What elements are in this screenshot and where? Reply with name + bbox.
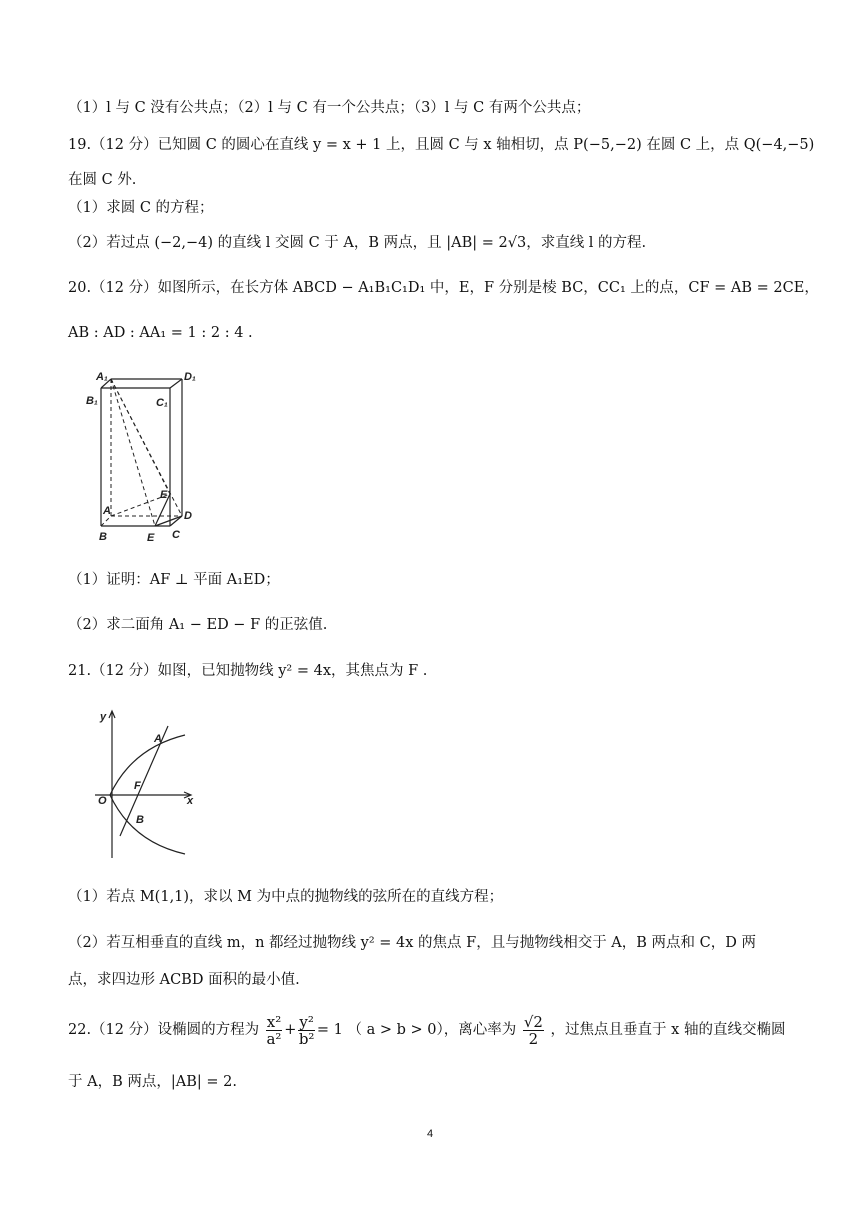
q19-part2: （2）若过点 (−2,−4) 的直线 l 交圆 C 于 A，B 两点，且 |AB| = 2√3，求直线 l 的方程.	[68, 235, 647, 251]
label-D: D	[184, 510, 192, 522]
q22-stem: 22.（12 分）设椭圆的方程为 $\frac{\text{x²}}{\text{a²}}$ + $\frac{\text{y²}}{\text{b²}}$ = 1 （ a > b > 0），离心率为 $\frac{√2}{2}$ ，过焦点且垂直于 x 轴的直线交椭圆	[68, 1012, 786, 1048]
q22-suffix: ，过焦点且垂直于 x 轴的直线交椭圆	[550, 1022, 786, 1038]
label-C1: C₁	[156, 397, 168, 409]
q22-stem-cont: 于 A，B 两点，|AB| = 2.	[68, 1074, 237, 1090]
label-E: E	[147, 532, 155, 544]
q21-part1: （1）若点 M(1,1)，求以 M 为中点的抛物线的弦所在的直线方程；	[68, 889, 504, 905]
q19-part1: （1）求圆 C 的方程；	[68, 200, 214, 216]
q20-part1: （1）证明：AF ⊥ 平面 A₁ED；	[68, 572, 280, 588]
axis-x-label: x	[187, 795, 194, 807]
focus-F-label: F	[134, 780, 141, 792]
q22-middle: （ a > b > 0），离心率为	[347, 1022, 517, 1038]
fraction-x2-a2	[266, 1014, 282, 1047]
q21-part2-cont: 点，求四边形 ACBD 面积的最小值.	[68, 972, 300, 988]
fraction-num: x²	[266, 1012, 282, 1031]
label-A: A	[103, 505, 111, 517]
prism-figure	[84, 368, 204, 546]
point-A-label: A	[154, 733, 162, 745]
label-D1: D₁	[184, 371, 196, 383]
q21-stem: 21.（12 分）如图，已知抛物线 y² = 4x，其焦点为 F .	[68, 663, 428, 679]
point-B-label: B	[136, 814, 144, 826]
fraction-y2-b2	[298, 1014, 315, 1047]
q20-ratio: AB : AD : AA₁ = 1 : 2 : 4 .	[68, 325, 253, 341]
q19-stem: 19.（12 分）已知圆 C 的圆心在直线 y = x + 1 上，且圆 C 与 x 轴相切，点 P(−5,−2) 在圆 C 上，点 Q(−4,−5)	[68, 137, 815, 153]
fraction-num: √2	[523, 1012, 543, 1031]
q19-stem-cont: 在圆 C 外.	[68, 172, 137, 188]
label-B: B	[99, 531, 107, 543]
label-C: C	[172, 529, 180, 541]
q18-cases: （1）l 与 C 没有公共点；（2）l 与 C 有一个公共点；（3）l 与 C 有两个公共点；	[68, 100, 591, 116]
fraction-sqrt2-2	[523, 1014, 544, 1047]
fraction-den: b²	[298, 1029, 315, 1048]
parabola-figure	[92, 706, 204, 862]
fraction-den: a²	[266, 1029, 282, 1048]
equals-one: = 1	[316, 1022, 343, 1038]
q20-stem: 20.（12 分）如图所示，在长方体 ABCD − A₁B₁C₁D₁ 中，E，F 分别是棱 BC，CC₁ 上的点，CF = AB = 2CE，	[68, 280, 819, 296]
q20-part2: （2）求二面角 A₁ − ED − F 的正弦值.	[68, 617, 328, 633]
label-A1: A₁	[96, 371, 108, 383]
q21-part2: （2）若互相垂直的直线 m，n 都经过抛物线 y² = 4x 的焦点 F，且与抛物线相交于 A，B 两点和 C，D 两	[68, 935, 756, 951]
fraction-den: 2	[528, 1029, 539, 1048]
origin-label: O	[98, 795, 107, 807]
page-number: 4	[426, 1128, 434, 1140]
fraction-num: y²	[299, 1012, 314, 1031]
q22-prefix: 22.（12 分）设椭圆的方程为	[68, 1022, 260, 1038]
label-B1: B₁	[86, 395, 98, 407]
axis-y-label: y	[100, 711, 107, 723]
label-F: E	[160, 489, 168, 501]
